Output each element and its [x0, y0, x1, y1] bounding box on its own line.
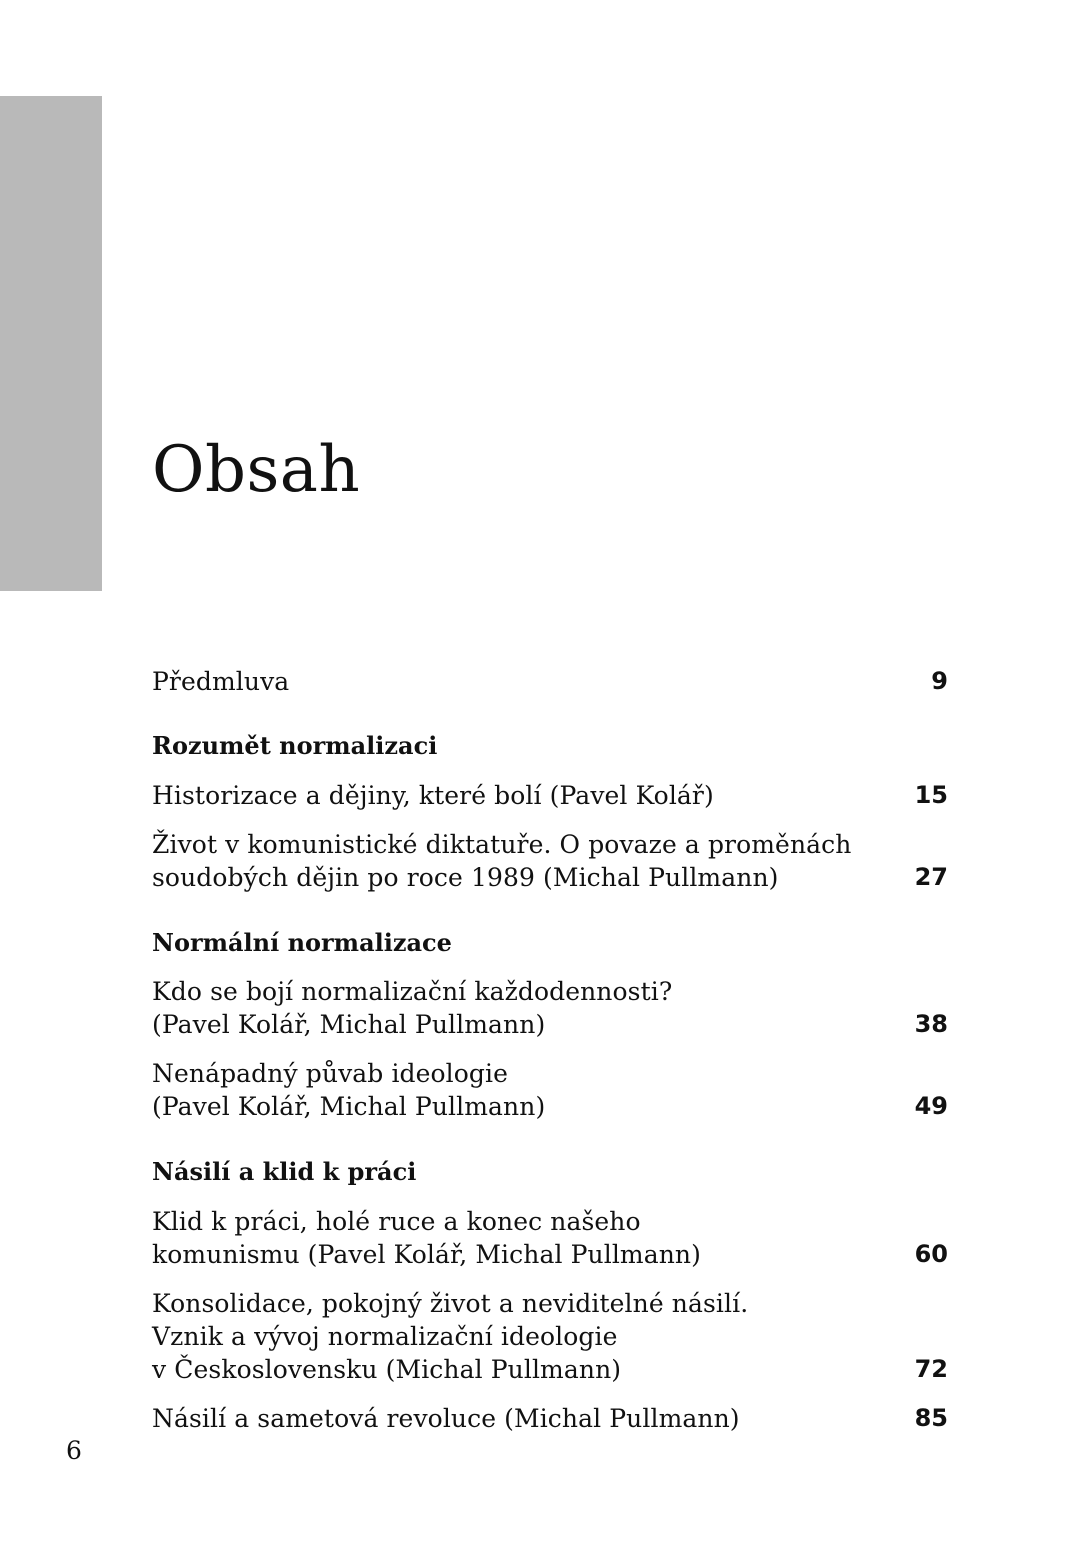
toc-entry-label: Život v komunistické diktatuře. O povaze a proměnách soudobých dějin po roce 1989 (Michal Pullmann): [152, 830, 852, 892]
toc-entry-page: 15: [914, 781, 948, 809]
page-number: 6: [66, 1436, 82, 1465]
toc-entry-page: 9: [931, 667, 948, 695]
toc-entry-label: Nenápadný půvab ideologie (Pavel Kolář, Michal Pullmann): [152, 1059, 546, 1121]
toc-entry[interactable]: [152, 1057, 948, 1123]
toc-entry[interactable]: [152, 828, 948, 894]
toc-entry-label: Historizace a dějiny, které bolí (Pavel Kolář): [152, 781, 714, 810]
toc-entry-label: Předmluva: [152, 667, 290, 696]
toc-entry[interactable]: [152, 779, 948, 812]
toc-entry-page: 27: [914, 863, 948, 891]
page-title: Obsah: [152, 433, 361, 507]
toc-entry[interactable]: [152, 1402, 948, 1435]
toc-entry-label: Konsolidace, pokojný život a neviditelné násilí. Vznik a vývoj normalizační ideologie v Československu (Michal Pullmann): [152, 1289, 749, 1384]
toc-entry-page: 60: [914, 1240, 948, 1268]
toc-entry[interactable]: [152, 975, 948, 1041]
toc-entry[interactable]: [152, 1205, 948, 1271]
decorative-side-bar: [0, 96, 102, 591]
toc-entry-label: Klid k práci, holé ruce a konec našeho komunismu (Pavel Kolář, Michal Pullmann): [152, 1207, 701, 1269]
toc-entry[interactable]: [152, 1287, 948, 1386]
toc-entry-page: 49: [914, 1092, 948, 1120]
toc-entry-label: Násilí a sametová revoluce (Michal Pullmann): [152, 1404, 740, 1433]
toc-entry-page: 38: [914, 1010, 948, 1038]
toc-entry-label: Kdo se bojí normalizační každodennosti? (Pavel Kolář, Michal Pullmann): [152, 977, 673, 1039]
toc-entry-foreword[interactable]: [152, 665, 948, 698]
toc-section-heading: Normální normalizace: [152, 928, 452, 957]
toc-entry-page: 85: [914, 1404, 948, 1432]
toc-section-heading: Násilí a klid k práci: [152, 1157, 417, 1186]
toc-section-heading: Rozumět normalizaci: [152, 731, 438, 760]
toc-entry-page: 72: [914, 1355, 948, 1383]
